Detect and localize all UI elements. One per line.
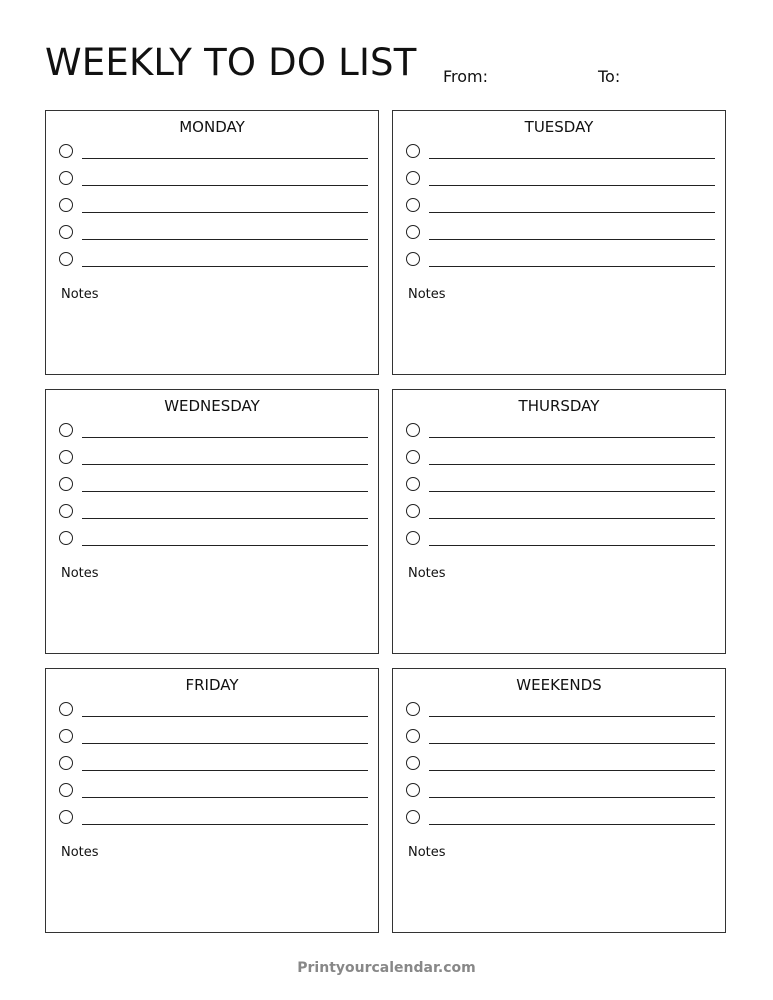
task-line[interactable] [82,824,368,825]
checkbox-circle-icon[interactable] [406,198,420,212]
task-line[interactable] [82,266,368,267]
day-heading: TUESDAY [524,118,594,136]
task-item[interactable] [406,423,713,441]
task-line[interactable] [429,824,715,825]
day-heading: FRIDAY [185,676,239,694]
checkbox-circle-icon[interactable] [406,450,420,464]
checkbox-circle-icon[interactable] [59,729,73,743]
day-box-weekends [392,668,726,933]
notes-label: Notes [408,845,446,860]
day-box-friday [45,668,379,933]
checkbox-circle-icon[interactable] [59,810,73,824]
task-line[interactable] [82,716,368,717]
task-item[interactable] [59,810,366,828]
notes-label: Notes [61,566,99,581]
day-box-tuesday [392,110,726,375]
task-line[interactable] [429,185,715,186]
notes-label: Notes [408,566,446,581]
task-item[interactable] [59,171,366,189]
task-line[interactable] [82,158,368,159]
task-line[interactable] [429,716,715,717]
checkbox-circle-icon[interactable] [406,756,420,770]
checkbox-circle-icon[interactable] [59,144,73,158]
checkbox-circle-icon[interactable] [406,783,420,797]
task-item[interactable] [59,450,366,468]
notes-label: Notes [61,287,99,302]
checkbox-circle-icon[interactable] [59,171,73,185]
task-item[interactable] [406,198,713,216]
notes-label: Notes [61,845,99,860]
task-item[interactable] [59,423,366,441]
task-item[interactable] [406,531,713,549]
task-item[interactable] [406,729,713,747]
task-item[interactable] [59,531,366,549]
checkbox-circle-icon[interactable] [406,531,420,545]
task-item[interactable] [59,783,366,801]
task-item[interactable] [59,729,366,747]
task-line[interactable] [429,239,715,240]
day-heading: THURSDAY [518,397,600,415]
footer-brand: Printyourcalendar.com [297,960,476,976]
checkbox-circle-icon[interactable] [406,702,420,716]
checkbox-circle-icon[interactable] [59,477,73,491]
task-line[interactable] [82,212,368,213]
day-box-wednesday [45,389,379,654]
task-line[interactable] [429,518,715,519]
task-item[interactable] [59,144,366,162]
task-item[interactable] [59,477,366,495]
from-label: From: [443,67,489,86]
task-item[interactable] [406,252,713,270]
task-line[interactable] [429,743,715,744]
task-line[interactable] [82,797,368,798]
task-line[interactable] [429,545,715,546]
checkbox-circle-icon[interactable] [406,810,420,824]
task-line[interactable] [82,743,368,744]
checkbox-circle-icon[interactable] [59,450,73,464]
task-line[interactable] [82,770,368,771]
checkbox-circle-icon[interactable] [406,423,420,437]
task-item[interactable] [406,756,713,774]
checkbox-circle-icon[interactable] [59,504,73,518]
checkbox-circle-icon[interactable] [406,729,420,743]
checkbox-circle-icon[interactable] [59,531,73,545]
task-item[interactable] [406,504,713,522]
task-line[interactable] [429,797,715,798]
checkbox-circle-icon[interactable] [406,504,420,518]
task-item[interactable] [59,702,366,720]
checkbox-circle-icon[interactable] [406,144,420,158]
task-line[interactable] [429,212,715,213]
task-item[interactable] [406,171,713,189]
task-item[interactable] [406,144,713,162]
checkbox-circle-icon[interactable] [59,702,73,716]
checkbox-circle-icon[interactable] [406,225,420,239]
to-label: To: [598,67,621,86]
checkbox-circle-icon[interactable] [59,252,73,266]
checkbox-circle-icon[interactable] [59,225,73,239]
checkbox-circle-icon[interactable] [406,171,420,185]
task-item[interactable] [59,504,366,522]
checkbox-circle-icon[interactable] [59,198,73,212]
day-box-monday [45,110,379,375]
day-heading: WEDNESDAY [164,397,260,415]
task-line[interactable] [82,518,368,519]
task-line[interactable] [82,491,368,492]
checkbox-circle-icon[interactable] [59,423,73,437]
notes-label: Notes [408,287,446,302]
checkbox-circle-icon[interactable] [406,252,420,266]
day-heading: MONDAY [179,118,245,136]
task-line[interactable] [429,266,715,267]
task-line[interactable] [82,545,368,546]
task-line[interactable] [82,239,368,240]
task-item[interactable] [406,225,713,243]
task-line[interactable] [429,158,715,159]
checkbox-circle-icon[interactable] [59,756,73,770]
task-line[interactable] [429,464,715,465]
task-item[interactable] [59,198,366,216]
day-heading: WEEKENDS [516,676,602,694]
task-item[interactable] [59,756,366,774]
task-line[interactable] [82,464,368,465]
checkbox-circle-icon[interactable] [406,477,420,491]
task-line[interactable] [429,437,715,438]
day-box-thursday [392,389,726,654]
task-item[interactable] [406,477,713,495]
task-item[interactable] [406,810,713,828]
task-item[interactable] [406,450,713,468]
task-line[interactable] [429,770,715,771]
checkbox-circle-icon[interactable] [59,783,73,797]
task-item[interactable] [59,225,366,243]
task-line[interactable] [82,185,368,186]
task-item[interactable] [406,783,713,801]
task-item[interactable] [406,702,713,720]
page-title: WEEKLY TO DO LIST [45,41,417,84]
task-line[interactable] [82,437,368,438]
task-line[interactable] [429,491,715,492]
task-item[interactable] [59,252,366,270]
